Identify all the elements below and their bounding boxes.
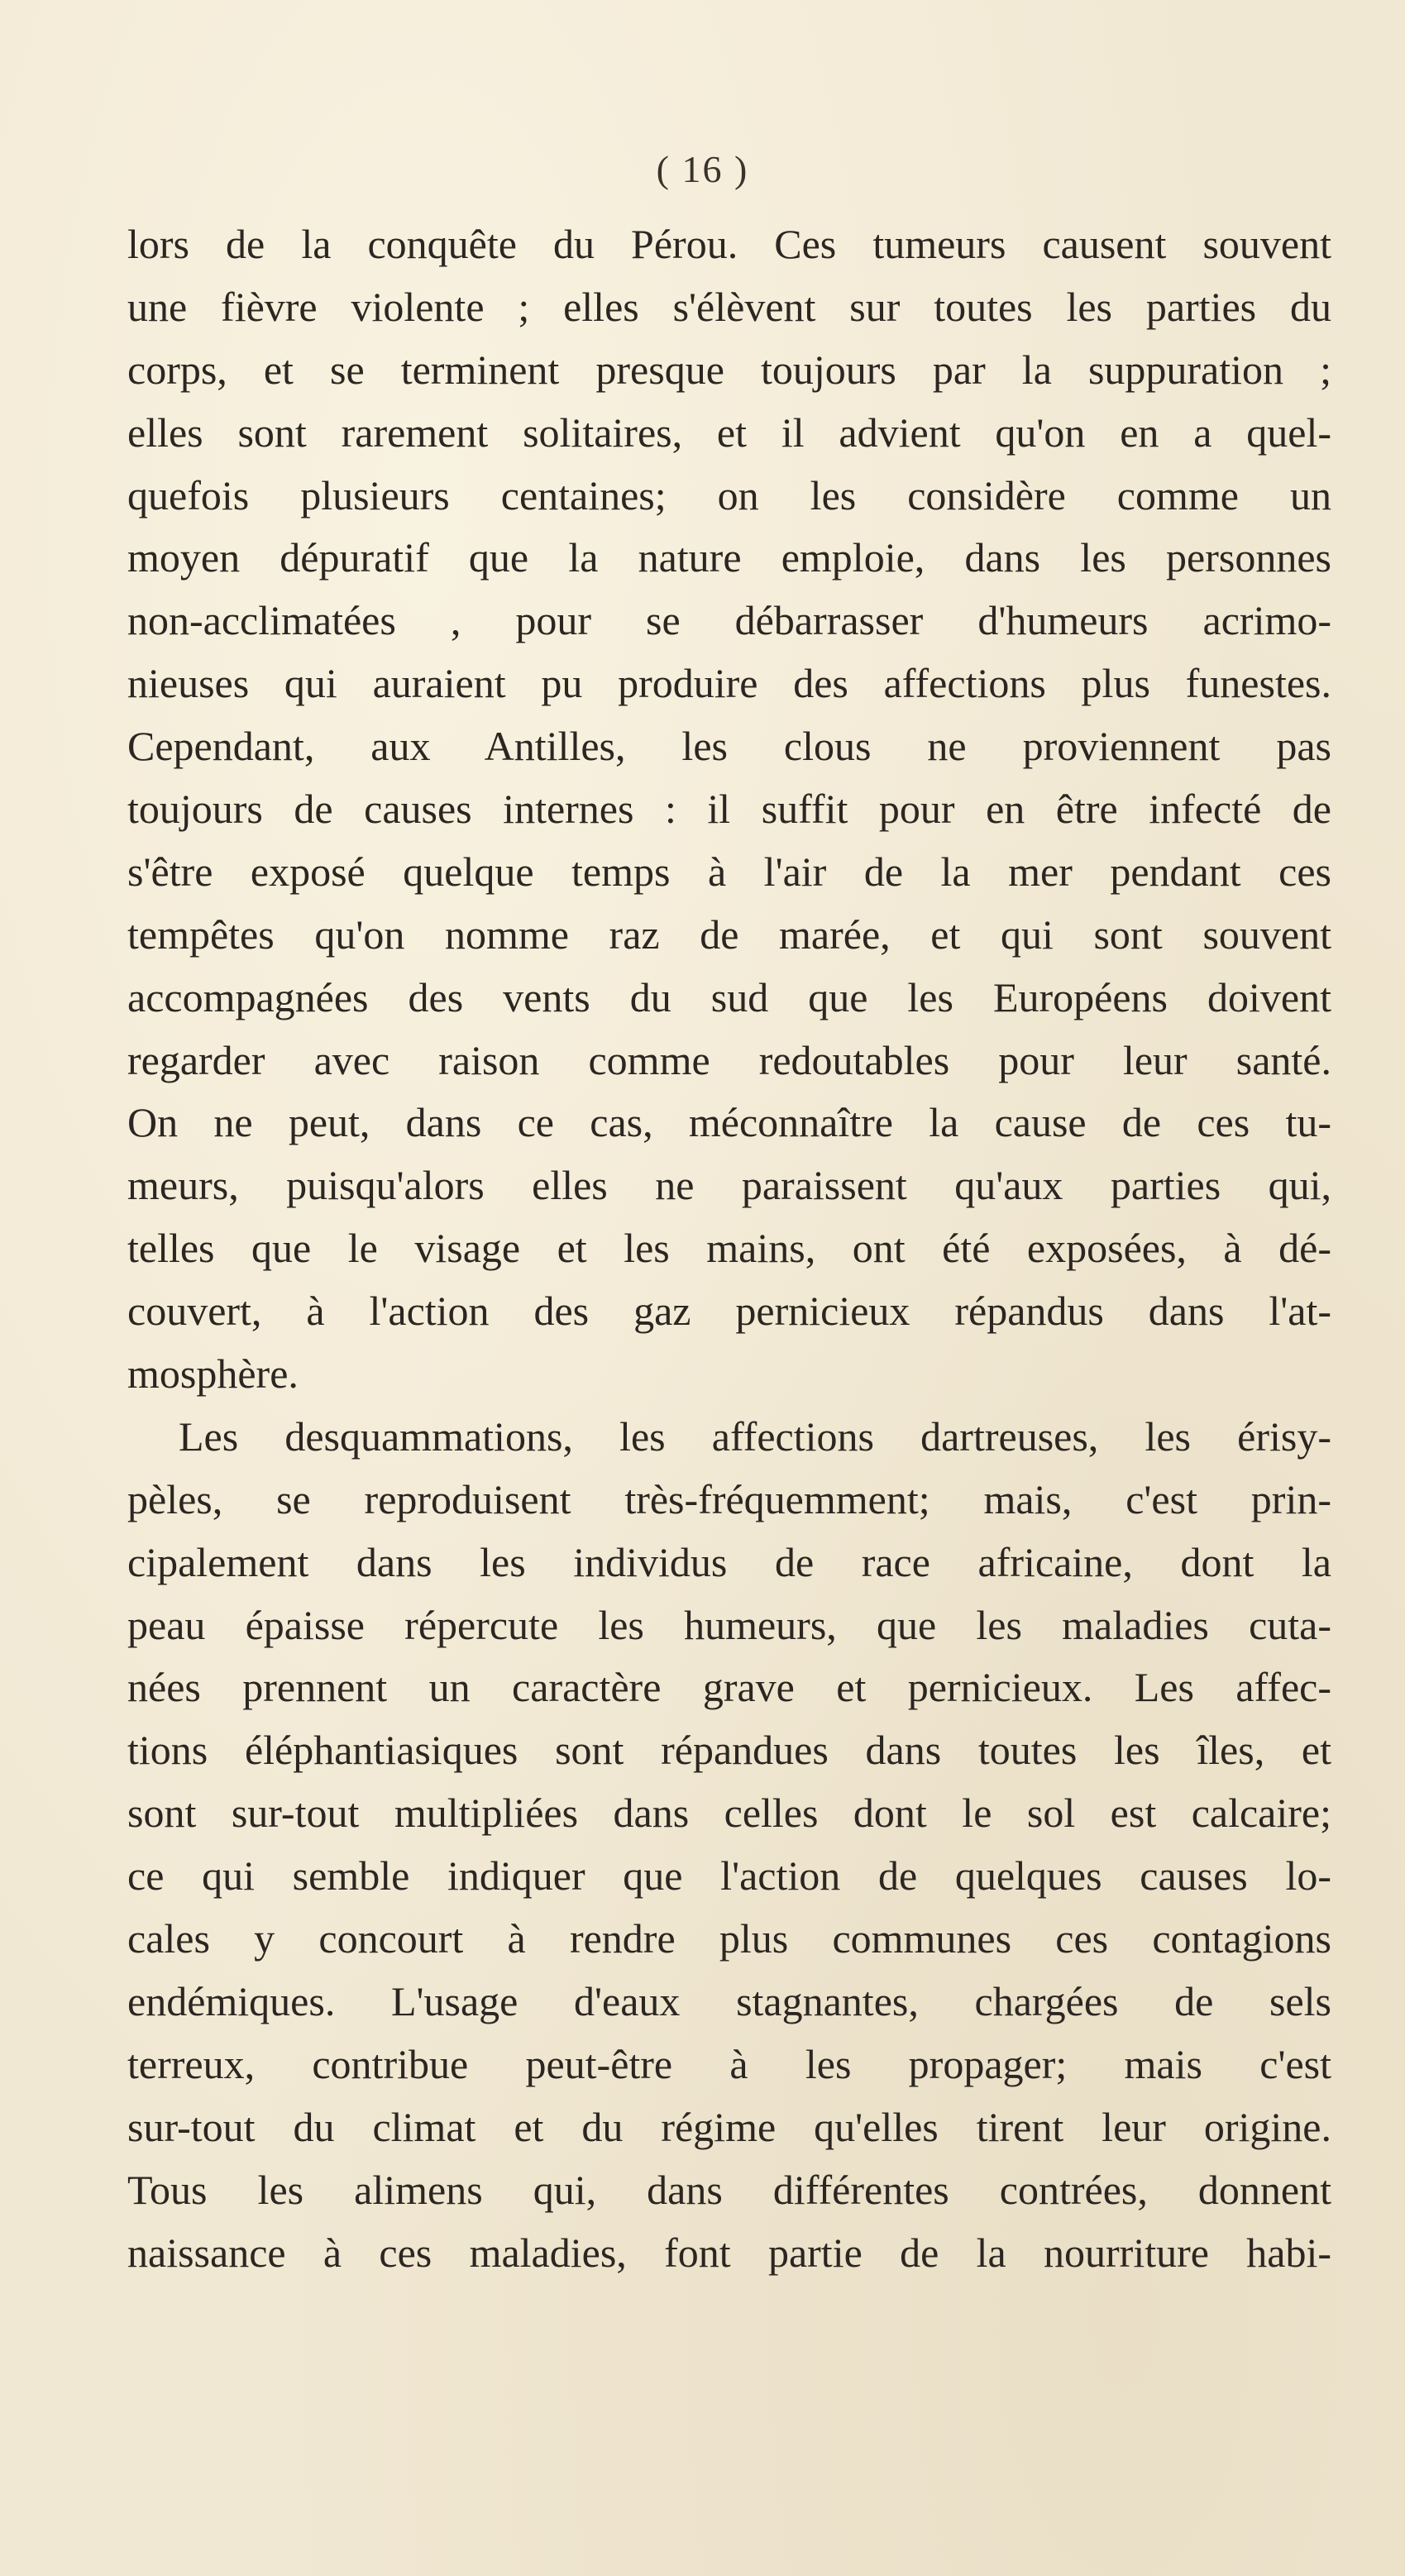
text-line: peau épaisse répercute les humeurs, que les maladies cuta- (127, 1601, 1331, 1648)
text-line: sont sur-tout multipliées dans celles dont le sol est calcaire; (127, 1790, 1331, 1837)
text-line: non-acclimatées , pour se débarrasser d'humeurs acrimo- (127, 597, 1331, 644)
text-line: nieuses qui auraient pu produire des affections plus funestes. (127, 660, 1331, 707)
page-number: ( 16 ) (656, 148, 749, 190)
text-line: pèles, se reproduisent très-fréquemment; mais, c'est prin- (127, 1475, 1331, 1522)
text-line: couvert, à l'action des gaz pernicieux répandus dans l'at- (127, 1288, 1331, 1335)
text-line: une fièvre violente ; elles s'élèvent sur toutes les parties du (127, 283, 1331, 330)
text-line: nées prennent un caractère grave et pernicieux. Les affec- (127, 1664, 1331, 1711)
text-line: accompagnées des vents du sud que les Européens doivent (127, 973, 1331, 1020)
body-text (127, 213, 1331, 2284)
text-line: naissance à ces maladies, font partie de la nourriture habi- (127, 2229, 1331, 2276)
text-line: toujours de causes internes : il suffit pour en être infecté de (127, 786, 1331, 833)
text-line: moyen dépuratif que la nature emploie, dans les personnes (127, 534, 1331, 581)
text-line: Cependant, aux Antilles, les clous ne proviennent pas (127, 723, 1331, 770)
text-line: s'être exposé quelque temps à l'air de la mer pendant ces (127, 848, 1331, 895)
text-line: cipalement dans les individus de race africaine, dont la (127, 1538, 1331, 1585)
text-line: meurs, puisqu'alors elles ne paraissent qu'aux parties qui, (127, 1162, 1331, 1209)
text-line: On ne peut, dans ce cas, méconnaître la cause de ces tu- (127, 1099, 1331, 1146)
text-line: Tous les alimens qui, dans différentes contrées, donnent (127, 2166, 1331, 2213)
text-line: telles que le visage et les mains, ont été exposées, à dé- (127, 1225, 1331, 1272)
text-line-paragraph-end: mosphère. (127, 1350, 299, 1398)
text-line: elles sont rarement solitaires, et il advient qu'on en a quel- (127, 409, 1331, 456)
text-line: cales y concourt à rendre plus communes ces contagions (127, 1915, 1331, 1962)
text-line: quefois plusieurs centaines; on les considère comme un (127, 471, 1331, 519)
text-line: sur-tout du climat et du régime qu'elles tirent leur origine. (127, 2103, 1331, 2150)
text-line: corps, et se terminent presque toujours par la suppuration ; (127, 346, 1331, 393)
text-line: terreux, contribue peut-être à les propager; mais c'est (127, 2040, 1331, 2087)
text-line: tions éléphantiasiques sont répandues dans toutes les îles, et (127, 1727, 1331, 1774)
text-line: ce qui semble indiquer que l'action de quelques causes lo- (127, 1852, 1331, 1900)
text-line: endémiques. L'usage d'eaux stagnantes, chargées de sels (127, 1977, 1331, 2024)
text-line: lors de la conquête du Pérou. Ces tumeurs causent souvent (127, 221, 1331, 267)
text-line-paragraph-start: Les desquammations, les affections dartreuses, les érisy- (179, 1412, 1331, 1460)
text-line: tempêtes qu'on nomme raz de marée, et qui sont souvent (127, 910, 1331, 958)
text-line: regarder avec raison comme redoutables pour leur santé. (127, 1036, 1331, 1083)
